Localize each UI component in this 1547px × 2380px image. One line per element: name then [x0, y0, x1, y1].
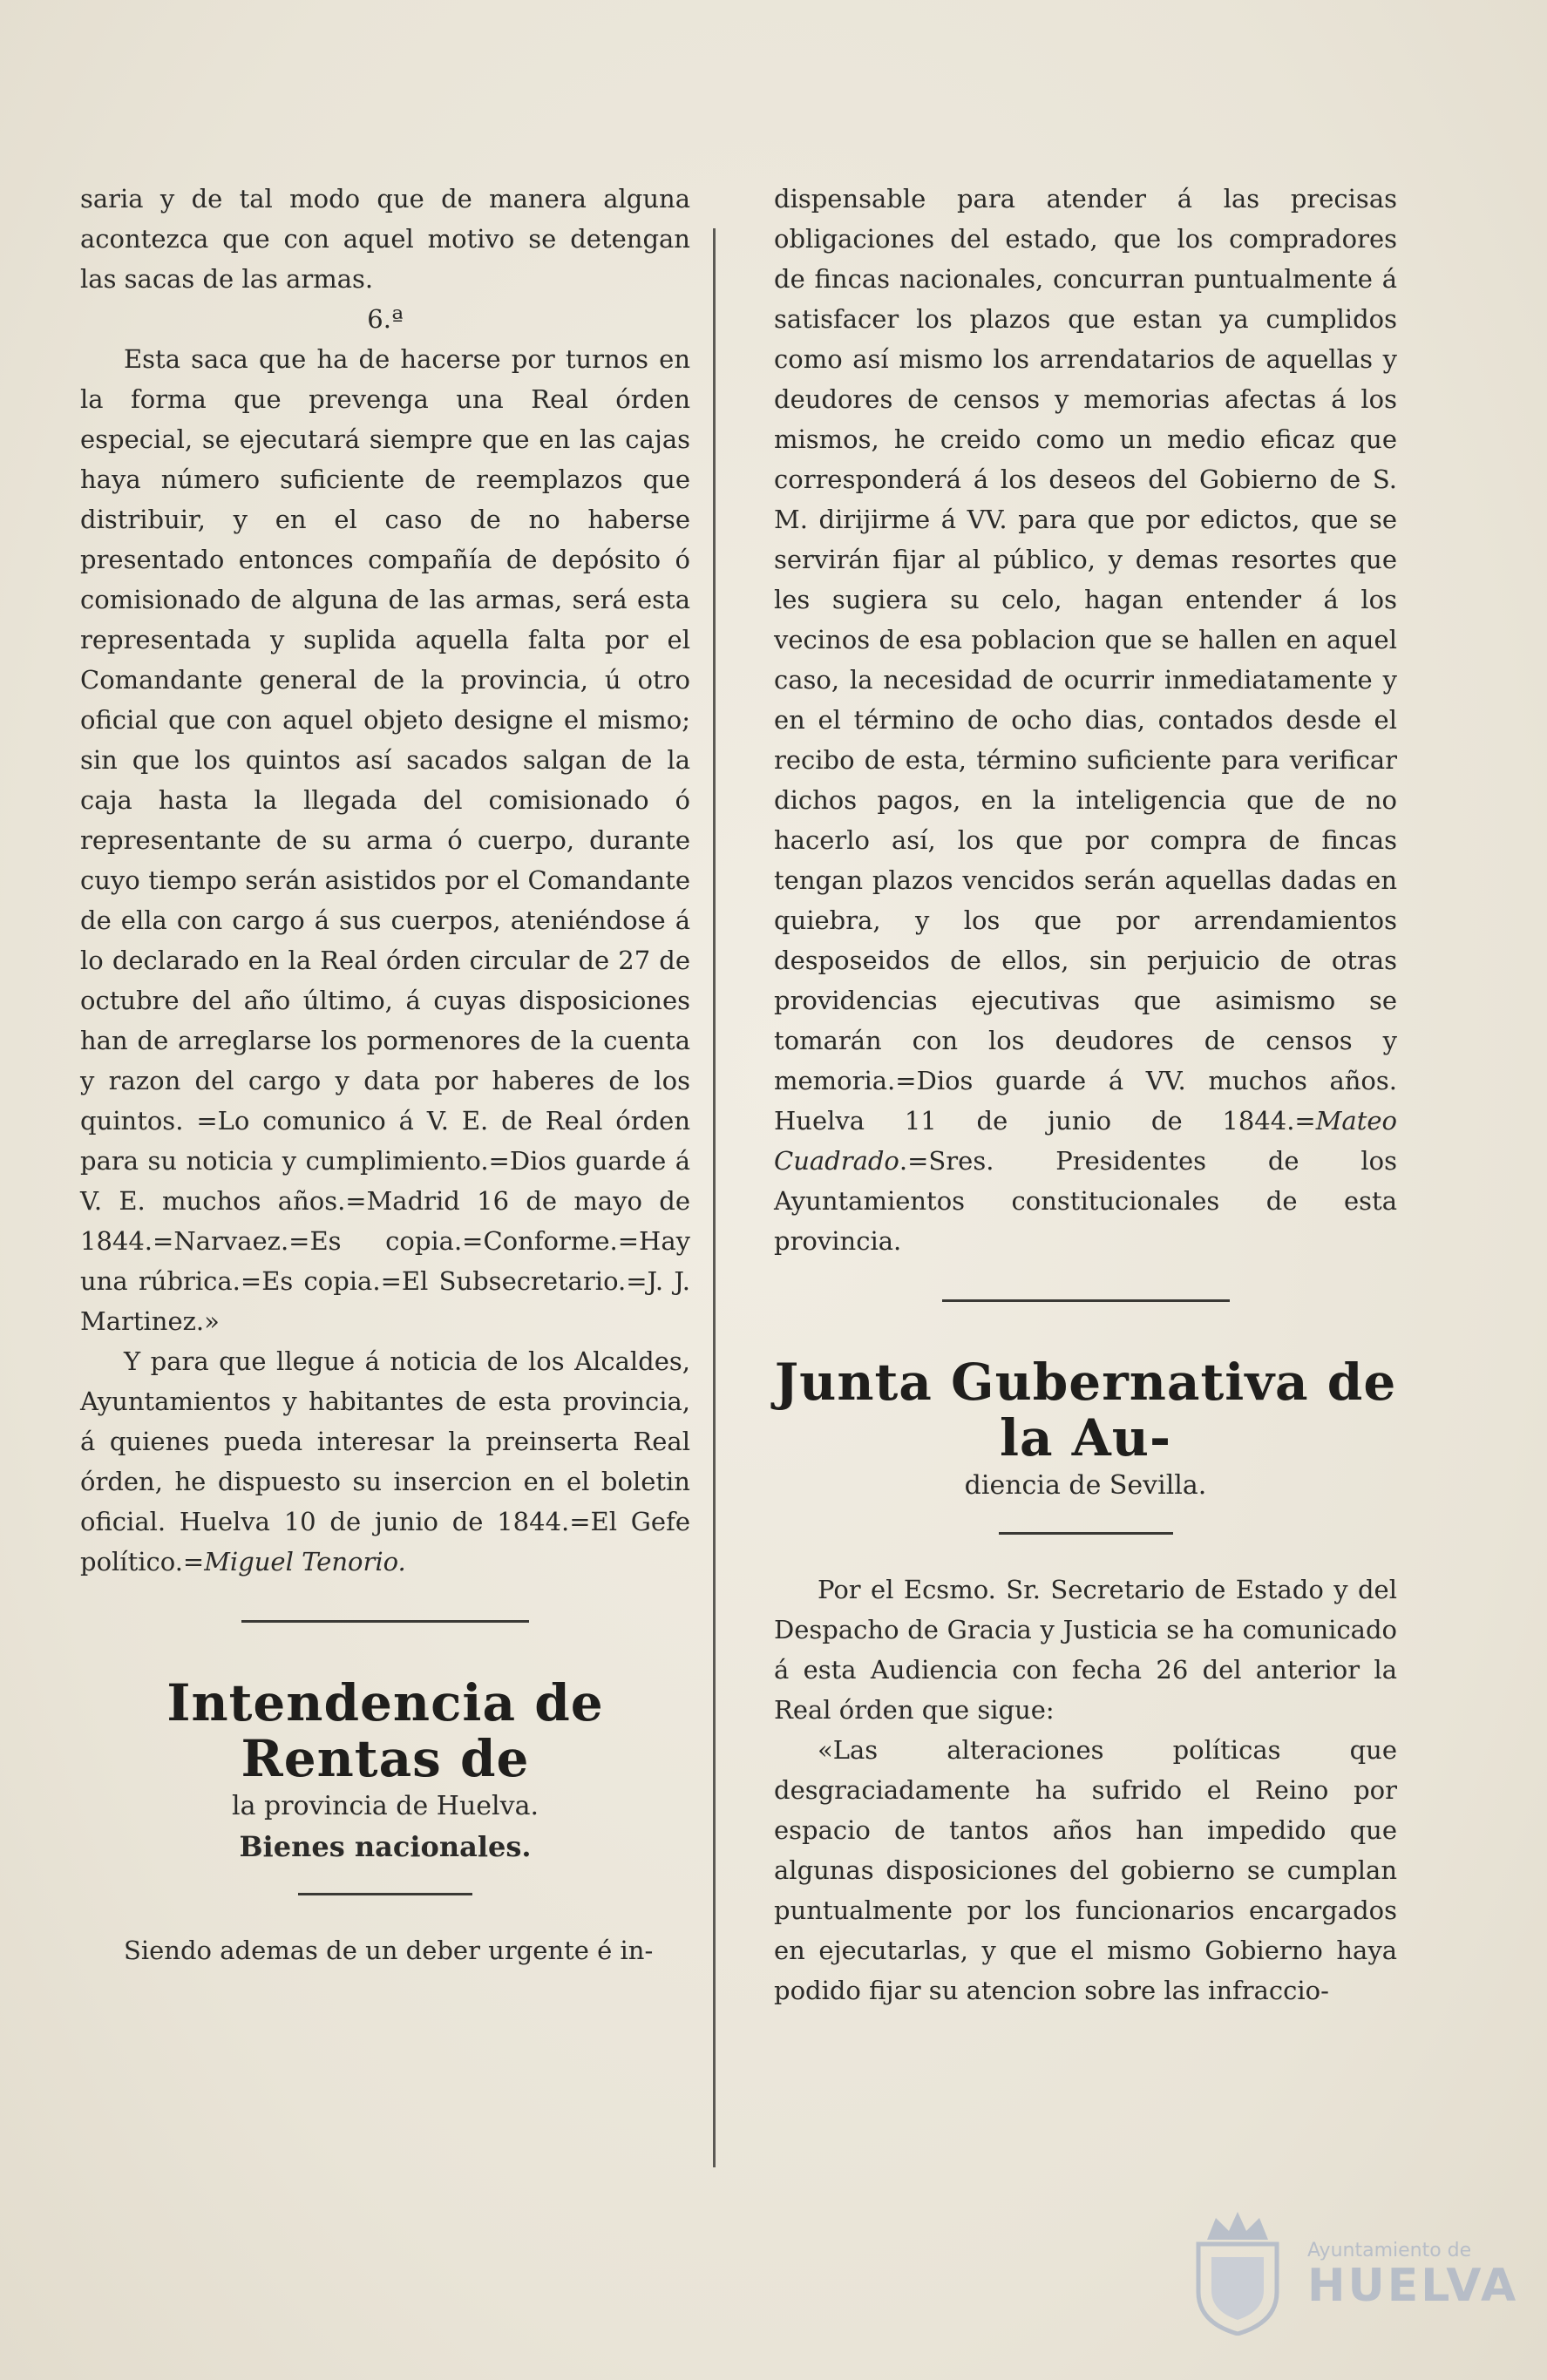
paragraph-ecsmo: Por el Ecsmo. Sr. Secretario de Estado y del Despacho de Gracia y Justicia se ha comunicado á esta Audiencia con fecha 26 del anterior la Real órden que sigue:: [774, 1575, 1397, 1725]
paragraph-continuation: saria y de tal modo que de manera alguna acontezca que con aquel motivo se detengan las sacas de las armas.: [80, 184, 690, 294]
subheading-provincia: la provincia de Huelva.: [231, 1791, 539, 1821]
section-divider: [241, 1620, 529, 1623]
publication-text: Y para que llegue á noticia de los Alcaldes, Ayuntamientos y habitantes de esta provincia, á quienes pueda interesar la preinserta Real órden, he dispuesto su insercion en el boletin oficial. Huelva 10 de junio de 1844.=El Gefe político.=: [80, 1346, 690, 1576]
heading-intendencia: Intendencia de Rentas de: [166, 1673, 604, 1788]
section-bienes-nacionales: Bienes nacionales.: [239, 1830, 532, 1863]
dispensable-end: .=Sres. Presidentes de los Ayuntamientos constitucionales de esta provincia.: [774, 1146, 1397, 1256]
left-column: [80, 179, 690, 1970]
subheading-audiencia: diencia de Sevilla.: [964, 1470, 1207, 1501]
coat-of-arms-icon: [1185, 2205, 1290, 2336]
article-number: 6.ª: [367, 304, 404, 334]
watermark-small: Ayuntamiento de: [1307, 2240, 1472, 2261]
archive-watermark: [1185, 2205, 1519, 2344]
paragraph-dispensable: [774, 179, 1397, 1261]
section-divider: [942, 1299, 1230, 1302]
section-divider-small: [999, 1532, 1173, 1535]
column-rule: [713, 228, 716, 2167]
signature-tenorio: Miguel Tenorio.: [204, 1547, 406, 1576]
paragraph-saca: Esta saca que ha de hacerse por turnos en la forma que prevenga una Real órden especial, se ejecutará siempre que en las cajas haya número suficiente de reemplazos que distribuir, y en el caso de no haberse presentado entonces compañía de depósito ó comisionado de alguna de las armas, será esta representada y suplida aquella falta por el Comandante general de la provincia, ú otro oficial que con aquel objeto designe el mismo; sin que los quintos así sacados salgan de la caja hasta la llegada del comisionado ó representante de su arma ó cuerpo, durante cuyo tiempo serán asistidos por el Comandante de ella con cargo á sus cuerpos, ateniéndose á lo declarado en la Real órden circular de 27 de octubre del año último, á cuyas disposiciones han de arreglarse los pormenores de la cuenta y razon del cargo y data por haberes de los quintos. =Lo comunico á V. E. de Real órden para su noticia y cumplimiento.=Dios guarde á V. E. muchos años.=Madrid 16 de mayo de 1844.=Narvaez.=Es copia.=Conforme.=Hay una rúbrica.=Es copia.=El Subsecretario.=J. J. Martinez.»: [80, 344, 690, 1336]
dispensable-text: dispensable para atender á las precisas obligaciones del estado, que los compradores de fincas nacionales, concurran puntualmente á satisfacer los plazos que estan ya cumplidos como así mismo los arrendatarios de aquellas y deudores de censos y memorias afectas á los mismos, he creido como un medio eficaz que corresponderá á los deseos del Gobierno de S. M. dirijirme á VV. para que por edictos, que se servirán fijar al público, y demas resortes que les sugiera su celo, hagan entender á los vecinos de esa poblacion que se hallen en aquel caso, la necesidad de ocurrir inmediatamente y en el término de ocho dias, contados desde el recibo de esta, término suficiente para verificar dichos pagos, en la inteligencia que de no hacerlo así, los que por compra de fincas tengan plazos vencidos serán aquellas dadas en quiebra, y los que por arrendamientos desposeidos de ellos, sin perjuicio de otras providencias ejecutivas que asimismo se tomarán con los deudores de censos y memoria.=Dios guarde á VV. muchos años. Huelva 11 de junio de 1844.=: [774, 184, 1397, 1136]
section-divider-small: [298, 1893, 472, 1895]
right-column: [774, 179, 1397, 2010]
signature-cuadrado: Mateo Cuadrado: [774, 1106, 1397, 1176]
heading-junta: Junta Gubernativa de la Au-: [774, 1353, 1397, 1468]
paragraph-alteraciones: «Las alteraciones políticas que desgraciadamente ha sufrido el Reino por espacio de tantos años han impedido que algunas disposiciones del gobierno se cumplan puntualmente por los funcionarios encargados en ejecutarlas, y que el mismo Gobierno haya podido fijar su atencion sobre las infraccio-: [774, 1735, 1397, 2005]
paragraph-siendo: Siendo ademas de un deber urgente é in-: [124, 1936, 654, 1965]
paragraph-publication: [80, 1341, 690, 1582]
watermark-big: HUELVA: [1307, 2260, 1519, 2312]
watermark-text: [1307, 2240, 1518, 2310]
